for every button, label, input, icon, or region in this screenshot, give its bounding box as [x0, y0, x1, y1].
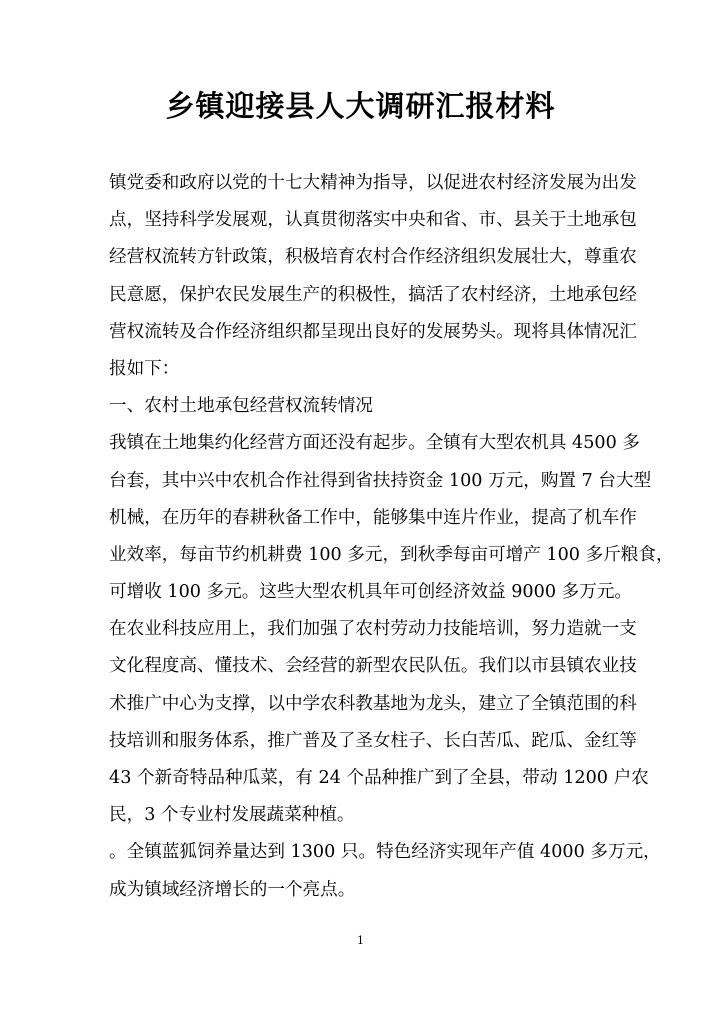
page-number: 1 [357, 934, 364, 947]
paragraph-line: 镇党委和政府以党的十七大精神为指导，以促进农村经济发展为出发 [109, 173, 637, 193]
paragraph-line: 术推广中心为支撑，以中学农科教基地为龙头，建立了全镇范围的科 [109, 693, 637, 714]
paragraph-line: 营权流转及合作经济组织都呈现出良好的发展势头。现将具体情况汇 [109, 321, 637, 342]
document-title: 乡镇迎接县人大调研汇报材料 [165, 89, 556, 123]
paragraph-line: 成为镇域经济增长的一个亮点。 [109, 879, 356, 900]
paragraph-line: 。全镇蓝狐饲养量达到 1300 只。特色经济实现年产值 4000 多万元， [109, 842, 661, 863]
paragraph-line: 可增收 100 多元。这些大型农机具年可创经济效益 9000 多万元。 [109, 582, 632, 603]
paragraph-line: 民意愿，保护农民发展生产的积极性，搞活了农村经济，土地承包经 [109, 284, 637, 305]
paragraph-line: 43 个新奇特品种瓜菜，有 24 个品种推广到了全县，带动 1200 户农 [109, 768, 649, 788]
paragraph-line: 在农业科技应用上，我们加强了农村劳动力技能培训，努力造就一支 [109, 619, 637, 640]
paragraph-line: 文化程度高、懂技术、会经营的新型农民队伍。我们以市县镇农业技 [109, 656, 637, 677]
paragraph-line: 民，3 个专业村发展蔬菜种植。 [109, 805, 355, 826]
paragraph-line: 我镇在土地集约化经营方面还没有起步。全镇有大型农机具 4500 多 [109, 433, 640, 454]
paragraph-line: 技培训和服务体系，推广普及了圣女柱子、长白苦瓜、跎瓜、金红等 [109, 730, 637, 751]
paragraph-line: 业效率，每亩节约机耕费 100 多元，到秋季每亩可增产 100 多斤粮食， [109, 544, 674, 565]
document-body [109, 165, 674, 909]
paragraph-line: 报如下： [109, 358, 180, 379]
paragraph-line: 机械，在历年的春耕秋备工作中，能够集中连片作业，提高了机车作 [109, 507, 637, 528]
paragraph-line: 点，坚持科学发展观，认真贯彻落实中央和省、市、县关于土地承包 [109, 210, 637, 231]
paragraph-line: 台套，其中兴中农机合作社得到省扶持资金 100 万元，购置 7 台大型 [109, 470, 652, 491]
paragraph-line: 经营权流转方针政策，积极培育农村合作经济组织发展壮大，尊重农 [109, 247, 637, 268]
section-heading: 一、农村土地承包经营权流转情况 [109, 396, 373, 417]
